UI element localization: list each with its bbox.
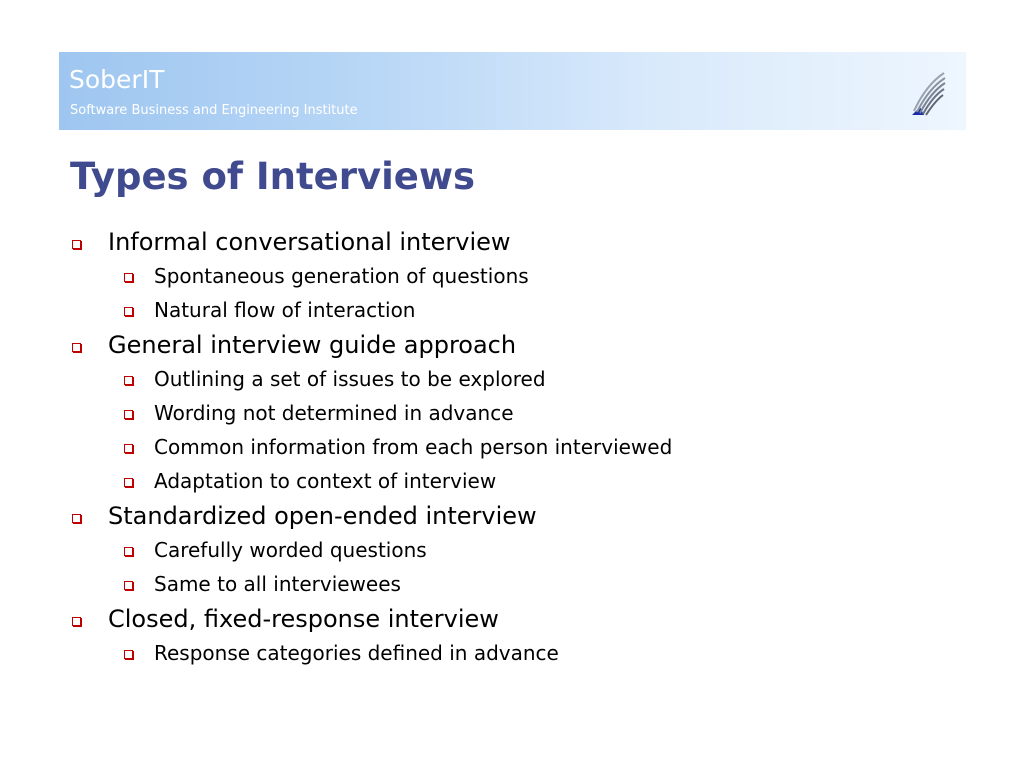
sub-bullet-item	[70, 430, 672, 464]
bullet-text: Same to all interviewees	[154, 572, 401, 596]
bullet-text: Wording not determined in advance	[154, 401, 514, 425]
hollow-square-icon	[124, 273, 133, 282]
hollow-square-icon	[72, 343, 81, 352]
bullet-text: Outlining a set of issues to be explored	[154, 367, 546, 391]
bullet-text: Closed, fixed-response interview	[108, 605, 499, 633]
sub-bullet-item	[70, 293, 672, 327]
hollow-square-icon	[124, 478, 133, 487]
brand-title: SoberIT	[69, 65, 165, 94]
bullet-item	[70, 499, 672, 533]
sub-bullet-item	[70, 259, 672, 293]
bullet-list	[70, 224, 672, 670]
hollow-square-icon	[124, 307, 133, 316]
bullet-item	[70, 225, 672, 259]
bullet-text: Standardized open-ended interview	[108, 502, 537, 530]
sub-bullet-item	[70, 636, 672, 670]
bullet-text: Natural flow of interaction	[154, 298, 416, 322]
hollow-square-icon	[124, 410, 133, 419]
sub-bullet-item	[70, 362, 672, 396]
hollow-square-icon	[72, 240, 81, 249]
bullet-item	[70, 328, 672, 362]
hollow-square-icon	[124, 581, 133, 590]
bullet-text: General interview guide approach	[108, 331, 517, 359]
bullet-item	[70, 602, 672, 636]
soberit-logo-icon	[910, 71, 946, 117]
hollow-square-icon	[72, 514, 81, 523]
hollow-square-icon	[72, 617, 81, 626]
bullet-text: Common information from each person interviewed	[154, 435, 673, 459]
bullet-text: Adaptation to context of interview	[154, 469, 497, 493]
sub-bullet-item	[70, 396, 672, 430]
bullet-text: Spontaneous generation of questions	[154, 264, 529, 288]
bullet-text: Carefully worded questions	[154, 538, 427, 562]
sub-bullet-item	[70, 533, 672, 567]
hollow-square-icon	[124, 376, 133, 385]
brand-subtitle: Software Business and Engineering Institute	[70, 103, 358, 118]
slide-title: Types of Interviews	[70, 155, 476, 198]
hollow-square-icon	[124, 547, 133, 556]
bullet-text: Response categories defined in advance	[154, 641, 559, 665]
hollow-square-icon	[124, 444, 133, 453]
hollow-square-icon	[124, 650, 133, 659]
sub-bullet-item	[70, 464, 672, 498]
bullet-text: Informal conversational interview	[108, 228, 511, 256]
sub-bullet-item	[70, 567, 672, 601]
header-banner	[59, 52, 966, 130]
